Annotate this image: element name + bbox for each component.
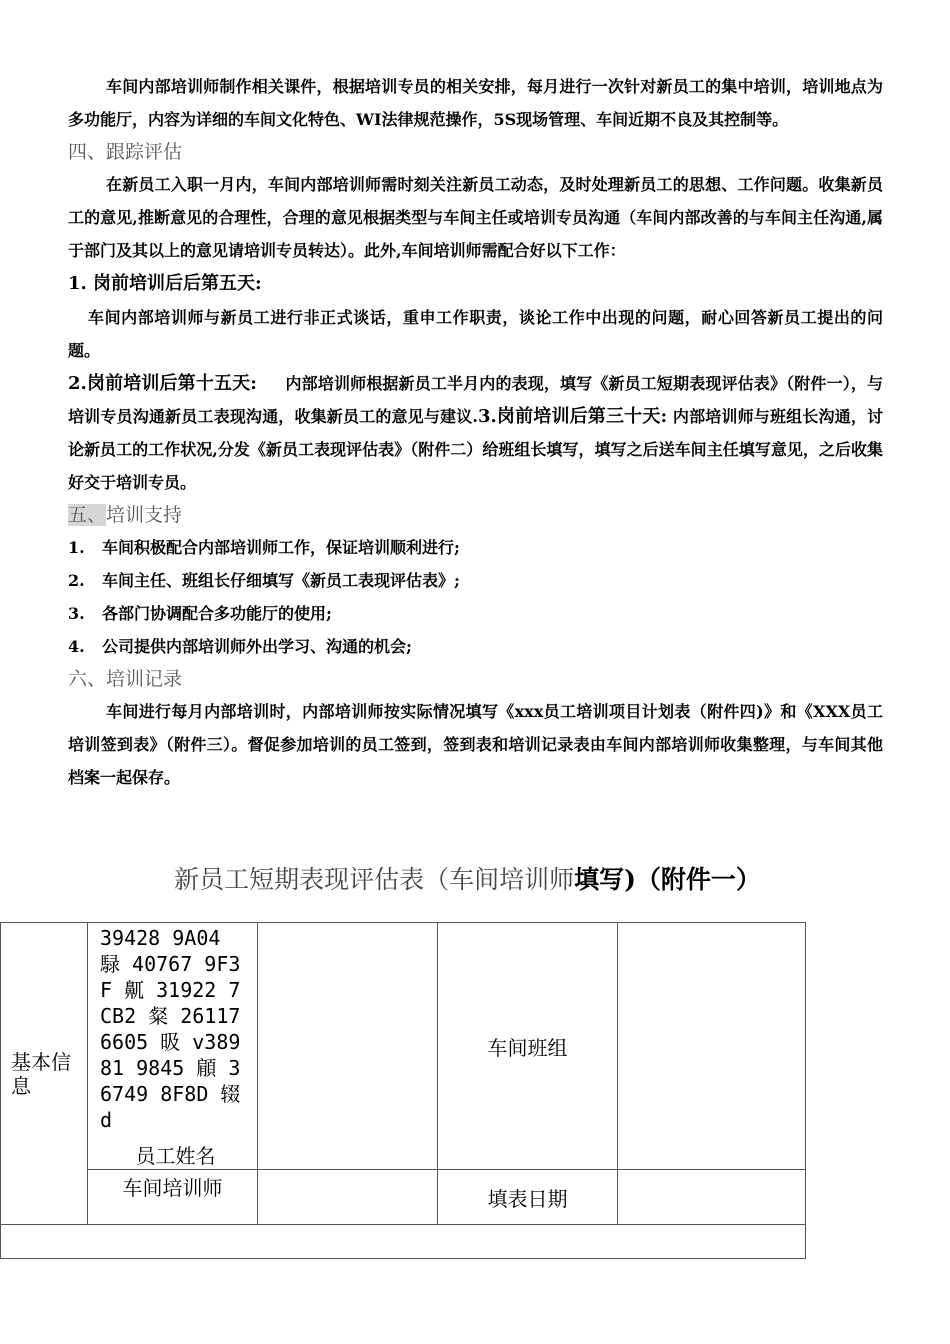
- section-heading-5: [68, 499, 883, 531]
- items-2-3-paragraph: [68, 367, 883, 499]
- evaluation-form-table: [0, 922, 806, 1259]
- paragraph-training-records: 车间进行每月内部培训时，内部培训师按实际情况填写《xxx员工培训项目计划表（附件四)》和《XXX员工培训签到表》（附件三）。督促参加培训的员工签到，签到表和培训记录表由车间内部培训师收集整理，与车间其他档案一起保存。: [68, 702, 883, 787]
- section-5-title: 培训支持: [106, 504, 183, 526]
- document-body: [68, 70, 883, 794]
- item-2-title: 2.岗前培训后第十五天:: [68, 373, 257, 394]
- garbled-text: 39428 9A04 騄 40767 9F3F 鼿 31922 7CB2 粲 26117 6605 昅 v38981 9845 顅 36749 8F8D 辍 d: [100, 926, 241, 1132]
- list-item: 4. 公司提供内部培训师外出学习、沟通的机会;: [68, 637, 412, 656]
- form-title-bold: 填写)（附件一）: [574, 865, 761, 894]
- item-3-title: 3.岗前培训后第三十天:: [477, 406, 668, 427]
- item-1-body: 车间内部培训师与新员工进行非正式谈话，重申工作职责，谈论工作中出现的问题，耐心回答新员工提出的问题。: [68, 308, 883, 360]
- form-title-light: 新员工短期表现评估表（车间培训师: [174, 865, 575, 894]
- section-heading-6: 六、培训记录: [68, 668, 183, 690]
- basic-info-label: 基本信息: [1, 923, 88, 1225]
- fill-date-value[interactable]: [618, 1170, 806, 1225]
- trainer-value[interactable]: [258, 1170, 438, 1225]
- workshop-group-label: 车间班组: [438, 923, 618, 1170]
- employee-name-label: 员工姓名: [135, 1144, 216, 1168]
- list-item: 3. 各部门协调配合多功能厅的使用;: [68, 604, 332, 623]
- trainer-label: 车间培训师: [88, 1170, 258, 1225]
- garbled-cell: [88, 923, 258, 1170]
- item-1-title: 1. 岗前培训后后第五天:: [68, 273, 262, 294]
- section-heading-4: 四、跟踪评估: [68, 141, 183, 163]
- list-item: 2. 车间主任、班组长仔细填写《新员工表现评估表》;: [68, 571, 460, 590]
- blank-row[interactable]: [1, 1225, 806, 1259]
- fill-date-label: 填表日期: [438, 1170, 618, 1225]
- item-2-body: 内部培训师根据新员工半月内的表现，填写《新员工短期表现评估表》（附件一），与培训专员沟通新员工表现沟通，收集新员工的意见与建议.: [68, 374, 883, 426]
- paragraph-training-content: 车间内部培训师制作相关课件，根据培训专员的相关安排，每月进行一次针对新员工的集中培训，培训地点为多功能厅，内容为详细的车间文化特色、WI法律规范操作，5S现场管理、车间近期不良及其控制等。: [68, 77, 883, 129]
- item-3-body: 内部培训师与班组长沟通，讨论新员工的工作状况,分发《新员工表现评估表》（附件二）给班组长填写，填写之后送车间主任填写意见，之后收集好交于培训专员。: [68, 407, 883, 492]
- workshop-group-value[interactable]: [618, 923, 806, 1170]
- section-5-number: 五、: [68, 504, 107, 526]
- paragraph-tracking: 在新员工入职一月内，车间内部培训师需时刻关注新员工动态，及时处理新员工的思想、工作问题。收集新员工的意见,推断意见的合理性，合理的意见根据类型与车间主任或培训专员沟通（车间内部改善的与车间主任沟通,属于部门及其以上的意见请培训专员转达）。此外,车间培训师需配合好以下工作：: [68, 175, 883, 260]
- support-list: [68, 531, 883, 663]
- form-title: [0, 858, 935, 902]
- employee-name-value[interactable]: [258, 923, 438, 1170]
- list-item: 1. 车间积极配合内部培训师工作，保证培训顺利进行;: [68, 538, 460, 557]
